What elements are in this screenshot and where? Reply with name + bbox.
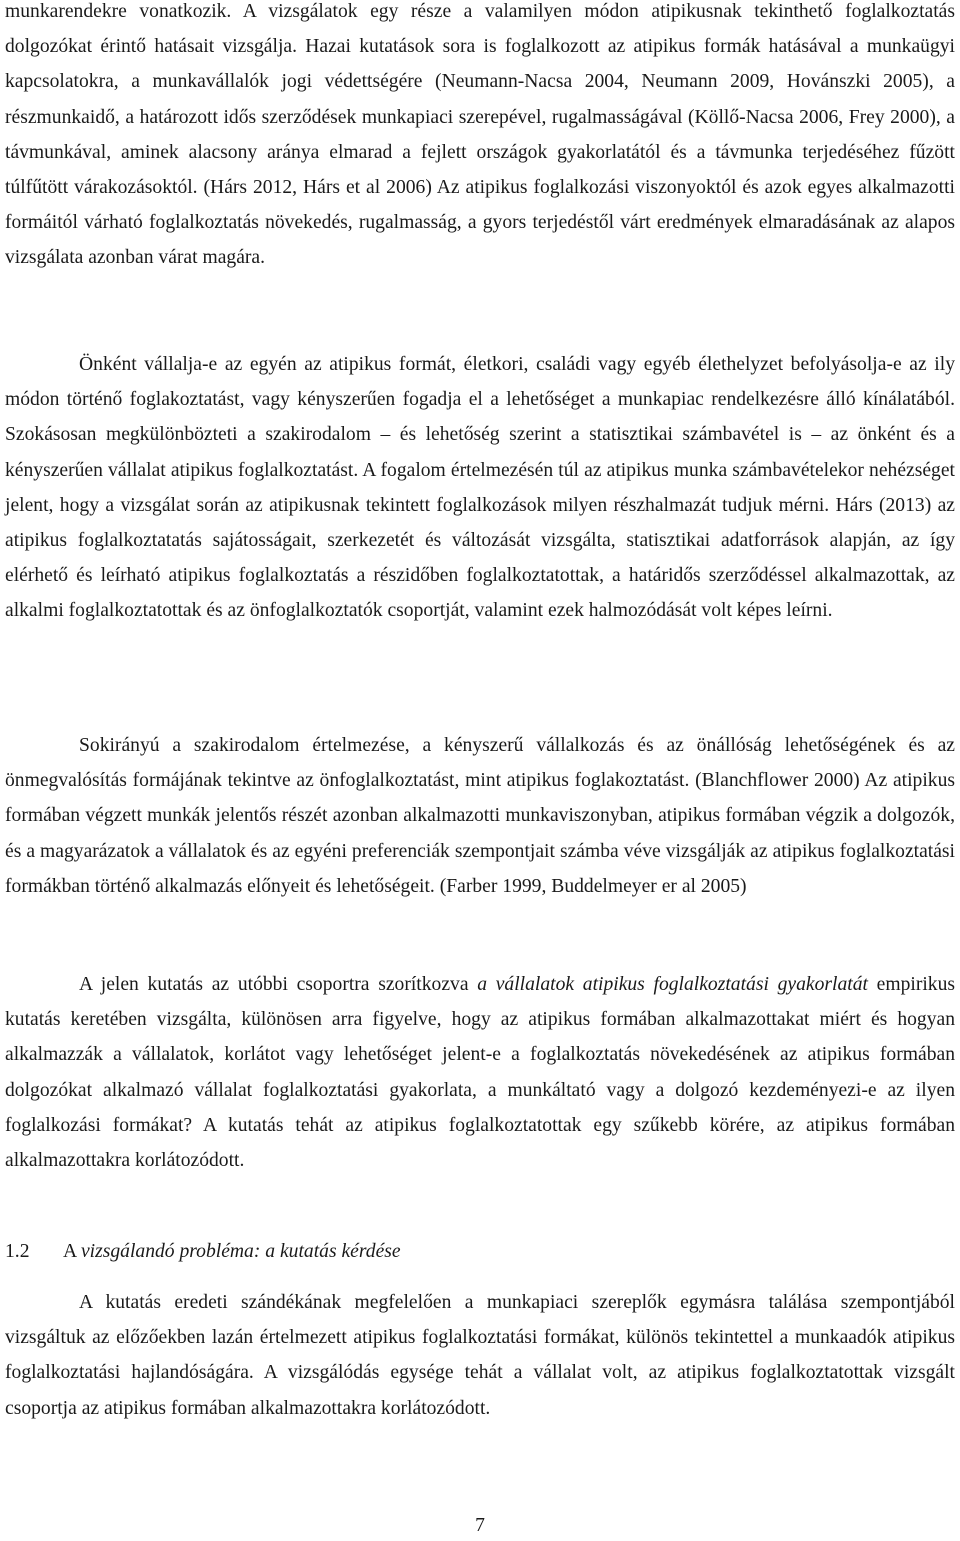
body-paragraph-3: Sokirányú a szakirodalom értelmezése, a kényszerű vállalkozás és az önállóság lehetőségének és az önmegvalósítás formájának tekintve az önfoglalkoztatást, mint atipikus foglakoztatást. (Blanchflower 2000) Az atipikus formában végzett munkák jelentős részét azonban alkalmazotti munkaviszonyban, atipikus formában végzik a dolgozók, és a magyarázatok a vállalatok és az egyéni preferenciák szempontjait számba véve vizsgálják az atipikus foglalkoztatási formákban történő alkalmazás előnyeit és lehetőségeit. (Farber 1999, Buddelmeyer er al 2005) — [5, 735, 955, 897]
page-number: 7 — [475, 1515, 485, 1536]
section-title-lead: A — [63, 1241, 81, 1262]
section-number: 1.2 — [5, 1241, 30, 1262]
section-heading — [5, 1237, 401, 1267]
body-paragraph-2: Önként vállalja-e az egyén az atipikus formát, életkori, családi vagy egyéb élethelyzet befolyásolja-e az ily módon történő foglakoztatást, vagy kényszerűen fogadja el a lehetőséget a munkapiac rendelkezésre álló kínálatából. Szokásosan megkülönbözteti a szakirodalom – és lehetőség szerint a statisztikai számbavétel is – az önként és a kényszerűen vállalat atipikus foglalkoztatást. A fogalom értelmezésén túl az atipikus munka számbavételekor nehézséget jelent, hogy a vizsgálat során az atipikusnak tekintett foglalkozások milyen részhalmazát tudjuk mérni. Hárs (2013) az atipikus foglalkoztatatás sajátosságait, szerkezetét és változását vizsgálta, statisztikai adatforrások alapján, az így elérhető és leírható atipikus foglalkoztatás a részidőben foglalkoztatottak, a határidős szerződéssel alkalmazottak, az alkalmi foglalkoztatottak és az önfoglalkoztatók csoportját, valamint ezek halmozódását volt képes leírni. — [5, 354, 955, 622]
body-paragraph-1: munkarendekre vonatkozik. A vizsgálatok egy része a valamilyen módon atipikusnak tekinthető foglalkoztatás dolgozókat érintő hatásait vizsgálja. Hazai kutatások sora is foglalkozott az atipikus formák hatásával a munkaügyi kapcsolatokra, a munkavállalók jogi védettségére (Neumann-Nacsa 2004, Neumann 2009, Hovánszki 2005), a részmunkaidő, a határozott idős szerződések munkapiaci szerepével, rugalmasságával (Köllő-Nacsa 2006, Frey 2000), a távmunkával, aminek alacsony aránya elmarad a fejlett országok gyakorlatától és a távmunka terjedéséhez fűzött túlfűtött várakozásoktól. (Hárs 2012, Hárs et al 2006) Az atipikus foglalkozási viszonyoktól és azok egyes alkalmazotti formáitól várható foglalkoztatás növekedés, rugalmasság, a gyors terjedéstől várt eredmények elmaradásának az alapos vizsgálata azonban várat magára. — [5, 1, 955, 269]
paragraph-4-lead: A jelen kutatás az utóbbi csoportra szorítkozva — [79, 974, 478, 995]
body-paragraph-4 — [5, 967, 955, 1178]
section-title: vizsgálandó probléma: a kutatás kérdése — [80, 1241, 401, 1262]
paragraph-4-tail: empirikus kutatás keretében vizsgálta, különösen arra figyelve, hogy az atipikus formában alkalmazottakat miért és hogyan alkalmazzák a vállalatok, korlátot vagy lehetőséget jelent-e a foglalkoztatás növekedésének az atipikus formában dolgozókat alkalmazó vállalat foglalkoztatási gyakorlata, a munkáltató vagy a dolgozó kezdeményezi-e az ilyen foglalkozási formákat? A kutatás tehát az atipikus foglalkoztatottak egy szűkebb körére, az atipikus formában alkalmazottakra korlátozódott. — [5, 974, 956, 1172]
body-paragraph-5: A kutatás eredeti szándékának megfelelően a munkapiaci szereplők egymásra találása szempontjából vizsgáltuk az előzőekben lazán értelmezett atipikus foglalkoztatási formákat, különös tekintettel a munkaadók atipikus foglalkoztatási hajlandóságára. A vizsgálódás egysége tehát a vállalat volt, az atipikus foglalkoztatottak vizsgált csoportja az atipikus formában alkalmazottakra korlátozódott. — [5, 1292, 955, 1419]
paragraph-4-emphasis: a vállalatok atipikus foglalkoztatási gyakorlatát — [477, 974, 868, 995]
